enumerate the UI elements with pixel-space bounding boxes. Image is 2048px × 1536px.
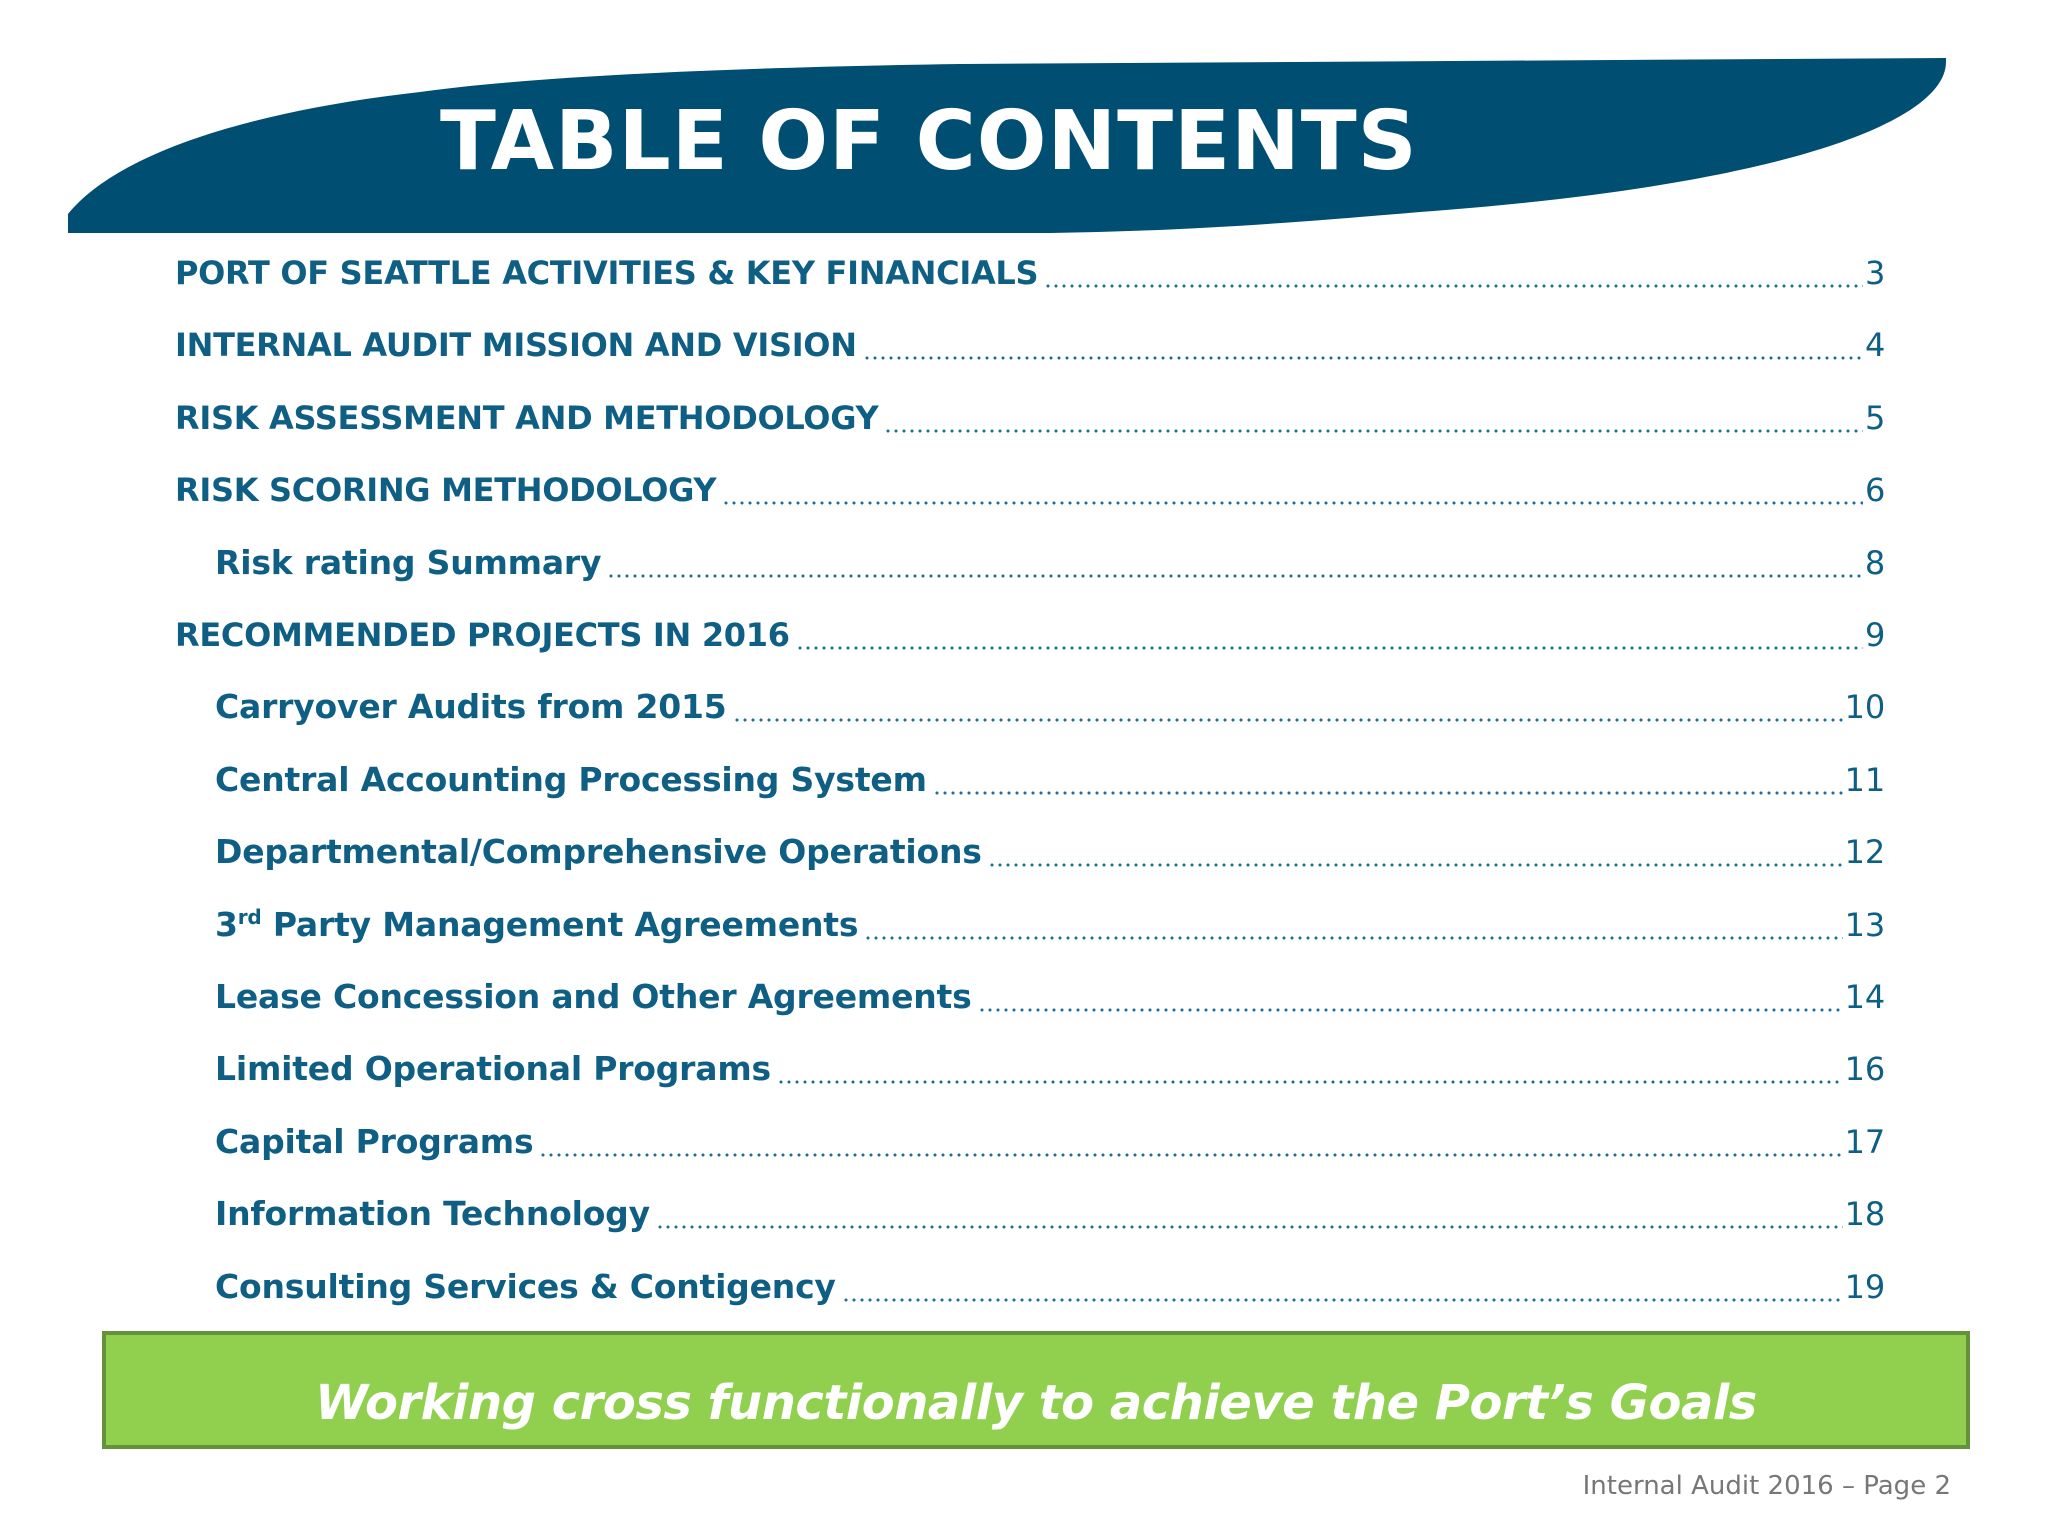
toc-entry[interactable] — [215, 1114, 1885, 1170]
toc-dot-leader — [1044, 284, 1863, 288]
toc-entry-label — [215, 897, 858, 953]
toc-page-number: 6 — [1864, 471, 1885, 510]
toc-entry-label: Departmental/Comprehensive Operations — [215, 832, 982, 872]
toc-entry[interactable] — [215, 897, 1885, 953]
toc-dot-leader — [656, 1225, 1843, 1229]
toc-dot-leader — [722, 501, 1863, 505]
toc-dot-leader — [539, 1153, 1842, 1157]
toc-page-number: 19 — [1844, 1267, 1885, 1306]
toc-page-number: 3 — [1864, 254, 1885, 292]
toc-entry-label-number: 3 — [215, 904, 238, 944]
toc-entry-label: Carryover Audits from 2015 — [215, 687, 727, 727]
toc-entry-label: Limited Operational Programs — [215, 1049, 771, 1089]
toc-entry-label-rest: Party Management Agreements — [261, 904, 859, 944]
toc-dot-leader — [978, 1008, 1843, 1012]
toc-entry[interactable] — [175, 390, 1885, 446]
toc-entry[interactable] — [175, 462, 1885, 518]
toc-page-number: 17 — [1844, 1122, 1885, 1161]
toc-entry[interactable] — [215, 752, 1885, 808]
toc-dot-leader — [607, 574, 1863, 578]
toc-page-number: 14 — [1844, 978, 1885, 1016]
toc-dot-leader — [864, 936, 1842, 940]
toc-dot-leader — [884, 429, 1863, 433]
toc-entry-label-superscript: rd — [237, 904, 262, 929]
toc-page-number: 4 — [1864, 326, 1885, 365]
toc-entry[interactable] — [215, 1041, 1885, 1097]
toc-dot-leader — [863, 356, 1863, 360]
toc-page-number: 5 — [1864, 398, 1885, 437]
toc-dot-leader — [988, 863, 1843, 867]
toc-page-number: 8 — [1864, 543, 1885, 582]
toc-entry[interactable] — [215, 1186, 1885, 1242]
toc-entry-label: Risk rating Summary — [215, 542, 602, 582]
slogan-text: Working cross functionally to achieve the Port’s Goals — [315, 1375, 1757, 1431]
toc-entry[interactable] — [215, 535, 1885, 591]
toc-dot-leader — [733, 718, 1843, 722]
toc-entry-label: Consulting Services & Contigency — [215, 1266, 836, 1306]
page-title: TABLE OF CONTENTS — [440, 94, 1418, 189]
toc-entry-label: RISK ASSESSMENT AND METHODOLOGY — [175, 398, 879, 437]
toc-page-number: 10 — [1844, 688, 1885, 727]
toc-page-number: 16 — [1844, 1050, 1885, 1089]
toc-page-number: 12 — [1844, 833, 1885, 872]
toc-entry[interactable] — [175, 317, 1885, 373]
toc-entry[interactable] — [215, 679, 1885, 735]
toc-dot-leader — [777, 1080, 1843, 1084]
toc-page-number: 13 — [1844, 905, 1885, 944]
toc-page-number: 18 — [1844, 1195, 1885, 1234]
toc-entry-label: RECOMMENDED PROJECTS IN 2016 — [175, 616, 790, 654]
toc-entry[interactable] — [175, 245, 1885, 301]
toc-entry[interactable] — [215, 824, 1885, 880]
toc-entry[interactable] — [215, 969, 1885, 1025]
toc-entry[interactable] — [215, 1259, 1885, 1315]
toc-entry-label: Central Accounting Processing System — [215, 759, 927, 799]
toc-dot-leader — [796, 646, 1863, 650]
page-number-footer: Internal Audit 2016 – Page 2 — [1582, 1471, 1951, 1501]
toc-entry-label: Capital Programs — [215, 1121, 534, 1161]
toc-page-number: 9 — [1864, 616, 1885, 654]
toc-entry-label: RISK SCORING METHODOLOGY — [175, 471, 717, 510]
toc-dot-leader — [842, 1298, 1843, 1302]
toc-entry-label: INTERNAL AUDIT MISSION AND VISION — [175, 326, 857, 365]
toc-entry-label: Lease Concession and Other Agreements — [215, 977, 972, 1016]
toc-entry-label: PORT OF SEATTLE ACTIVITIES & KEY FINANCIALS — [175, 254, 1039, 292]
toc-dot-leader — [933, 791, 1843, 795]
toc-entry-label: Information Technology — [215, 1194, 650, 1234]
toc-entry[interactable] — [175, 607, 1885, 663]
toc-page-number: 11 — [1844, 760, 1885, 799]
